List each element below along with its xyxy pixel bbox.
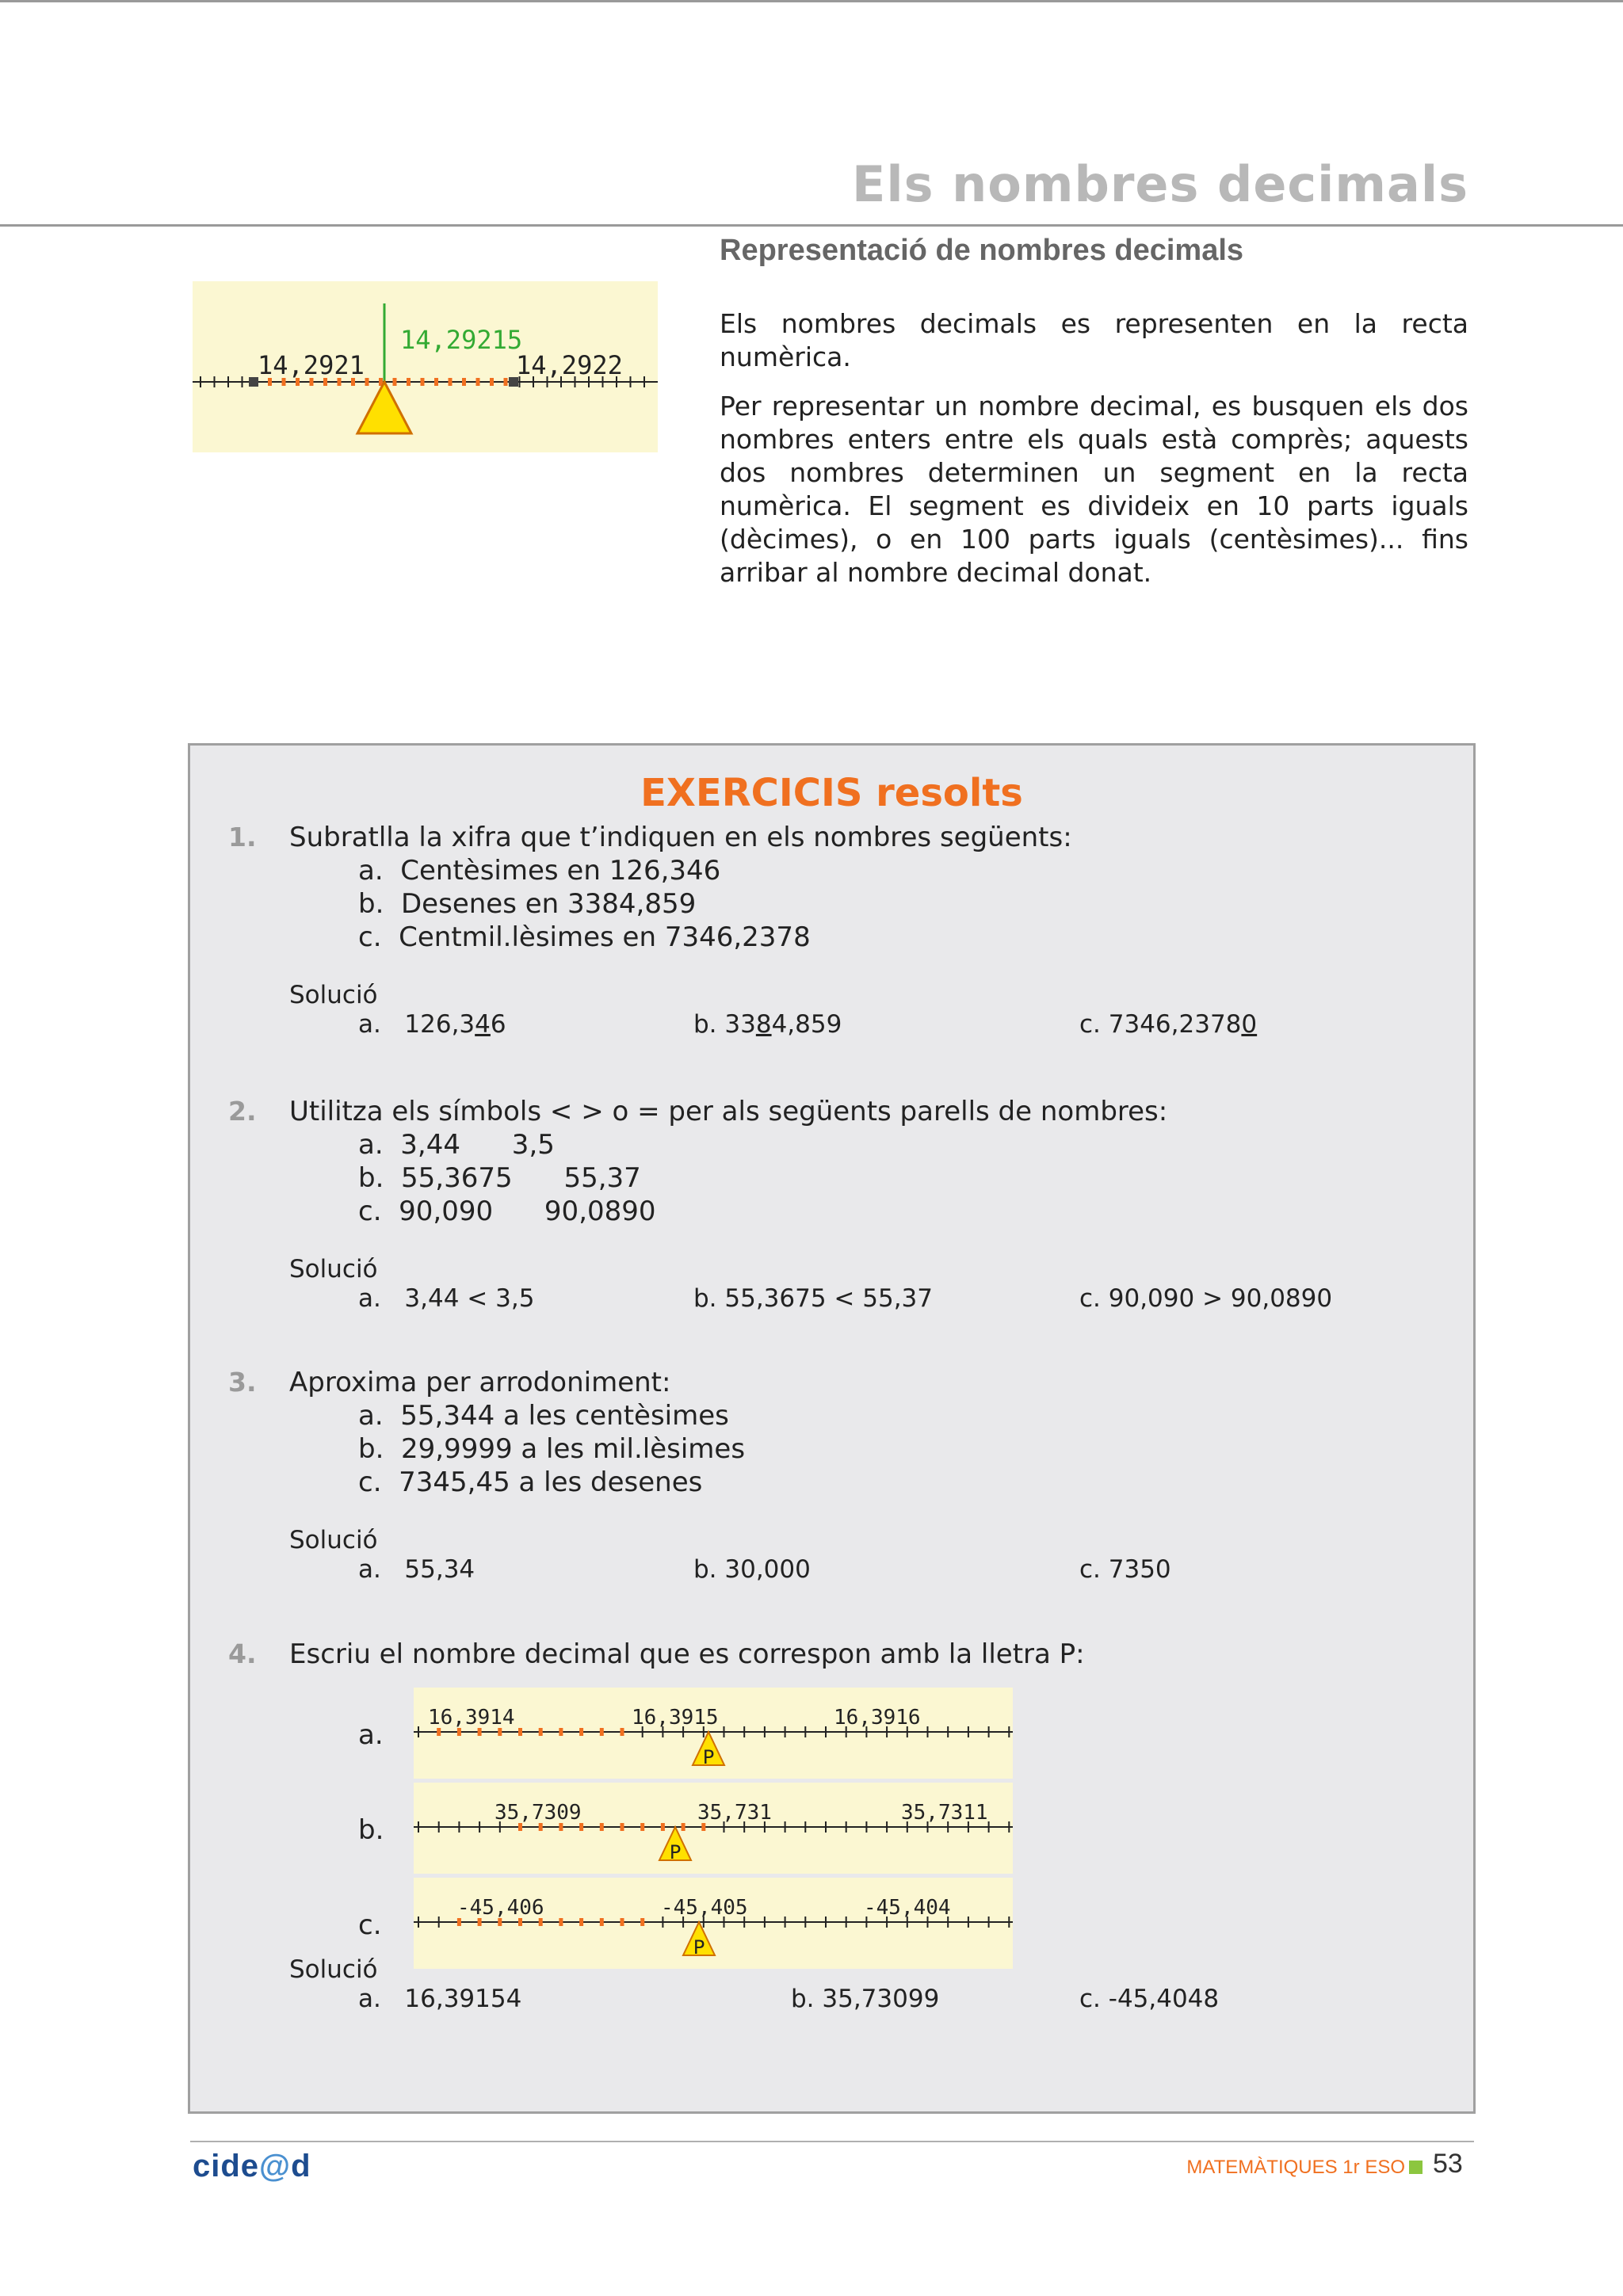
- solution-a: a. 3,44 < 3,5: [358, 1284, 535, 1313]
- solution-c: c. 7350: [1079, 1555, 1171, 1584]
- exercise-number: 3.: [228, 1367, 257, 1398]
- exercise-item: a. 55,344 a les centèsimes: [358, 1400, 729, 1432]
- tick-label: -45,405: [661, 1896, 748, 1920]
- exercise-items: [358, 1399, 745, 1499]
- tick-label: 35,7311: [901, 1801, 988, 1825]
- intro-paragraph-1: Els nombres decimals es representen en la recta numèrica.: [720, 308, 1468, 372]
- cidead-logo: cide@d: [193, 2149, 311, 2183]
- tick-label: 16,3915: [632, 1706, 719, 1730]
- number-line-c: [414, 1878, 1013, 1969]
- footer-rule: [190, 2141, 1474, 2142]
- solution-label: Solució: [289, 1955, 378, 1984]
- solution-text: a. 126,3: [358, 1010, 475, 1039]
- exercise-number: 4.: [228, 1638, 257, 1669]
- solution-b: b. 35,73099: [791, 1985, 940, 2013]
- exercise-items: [358, 1128, 656, 1228]
- solution-c: c. 90,090 > 90,0890: [1079, 1284, 1333, 1313]
- numline-label-b: b.: [358, 1814, 384, 1846]
- solution-label: Solució: [289, 981, 378, 1009]
- solution-text: c. 7346,2378: [1079, 1010, 1242, 1039]
- intro-text: [720, 307, 1468, 605]
- numline-label-a: a.: [358, 1719, 384, 1751]
- solution-label: Solució: [289, 1255, 378, 1283]
- exercise-number: 2.: [228, 1096, 257, 1127]
- solution-b: b. 55,3675 < 55,37: [693, 1284, 934, 1313]
- p-marker-label: P: [669, 1841, 682, 1863]
- exercise-question: Utilitza els símbols < > o = per als següents parells de nombres:: [289, 1096, 1168, 1127]
- tick-label: 35,731: [697, 1801, 772, 1825]
- solution-text: b. 33: [693, 1010, 756, 1039]
- exercises-box: [188, 743, 1476, 2114]
- exercise-item: a. 3,44 3,5: [358, 1129, 555, 1161]
- exercise-item: b. 29,9999 a les mil.lèsimes: [358, 1433, 746, 1465]
- exercise-item: b. 55,3675 55,37: [358, 1162, 641, 1194]
- solution-label: Solució: [289, 1526, 378, 1554]
- underlined-digit: 4: [475, 1010, 491, 1039]
- p-marker-label: P: [702, 1746, 715, 1768]
- solution-b: [693, 1010, 842, 1039]
- tick-label: -45,406: [457, 1896, 544, 1920]
- exercise-question: Subratlla la xifra que t’indiquen en els nombres següents:: [289, 822, 1072, 853]
- exercise-question: Escriu el nombre decimal que es correspon amb la lletra P:: [289, 1638, 1085, 1670]
- underlined-digit: 8: [755, 1010, 772, 1039]
- solution-a: [358, 1010, 506, 1039]
- solution-b: b. 30,000: [693, 1555, 811, 1584]
- footer-subject: MATEMÀTIQUES 1r ESO: [1186, 2157, 1405, 2178]
- number-line-figure: [193, 281, 658, 452]
- top-rule: [0, 0, 1623, 2]
- exercise-item: b. Desenes en 3384,859: [358, 888, 697, 920]
- title-rule: [0, 224, 1623, 227]
- tick-label: -45,404: [864, 1896, 951, 1920]
- exercise-items: [358, 854, 811, 954]
- exercises-title: EXERCICIS resolts: [640, 771, 1023, 815]
- solution-c: [1079, 1010, 1257, 1039]
- numline-background: [414, 1783, 1013, 1874]
- solution-a: a. 16,39154: [358, 1985, 522, 2013]
- exercise-item: c. 7345,45 a les desenes: [358, 1466, 703, 1498]
- tick-label: 16,3916: [834, 1706, 921, 1730]
- exercise-item: c. 90,090 90,0890: [358, 1196, 656, 1227]
- intro-paragraph-2: Per representar un nombre decimal, es busquen els dos nombres enters entre els quals està comprès; aquests dos nombres determinen un segment en la recta numèrica. El segment es divideix en 10 parts iguals (dècimes), o en 100 parts iguals (centèsimes)... fins arribar al nombre decimal donat.: [720, 391, 1468, 588]
- green-square-icon: [1409, 2161, 1423, 2174]
- p-marker-label: P: [693, 1936, 705, 1958]
- exercise-number-lines: [414, 1688, 1013, 1969]
- solution-text: 6: [490, 1010, 506, 1039]
- page-number: 53: [1433, 2149, 1463, 2179]
- figure-left-label: 14,2921: [258, 350, 365, 380]
- solution-c: c. -45,4048: [1079, 1985, 1220, 2013]
- exercise-question: Aproxima per arrodoniment:: [289, 1367, 671, 1398]
- number-line-b: [414, 1783, 1013, 1874]
- number-line-a: [414, 1688, 1013, 1779]
- page-title: Els nombres decimals: [852, 155, 1468, 213]
- section-subtitle: Representació de nombres decimals: [720, 234, 1244, 267]
- solution-a: a. 55,34: [358, 1555, 475, 1584]
- solution-text: 4,859: [771, 1010, 842, 1039]
- numline-label-c: c.: [358, 1909, 382, 1941]
- exercise-item: c. Centmil.lèsimes en 7346,2378: [358, 921, 811, 953]
- figure-center-label: 14,29215: [400, 325, 523, 355]
- exercise-item: a. Centèsimes en 126,346: [358, 855, 721, 887]
- figure-right-label: 14,2922: [516, 350, 623, 380]
- exercise-number: 1.: [228, 822, 257, 852]
- underlined-digit: 0: [1241, 1010, 1258, 1039]
- tick-label: 35,7309: [495, 1801, 582, 1825]
- tick-label: 16,3914: [428, 1706, 515, 1730]
